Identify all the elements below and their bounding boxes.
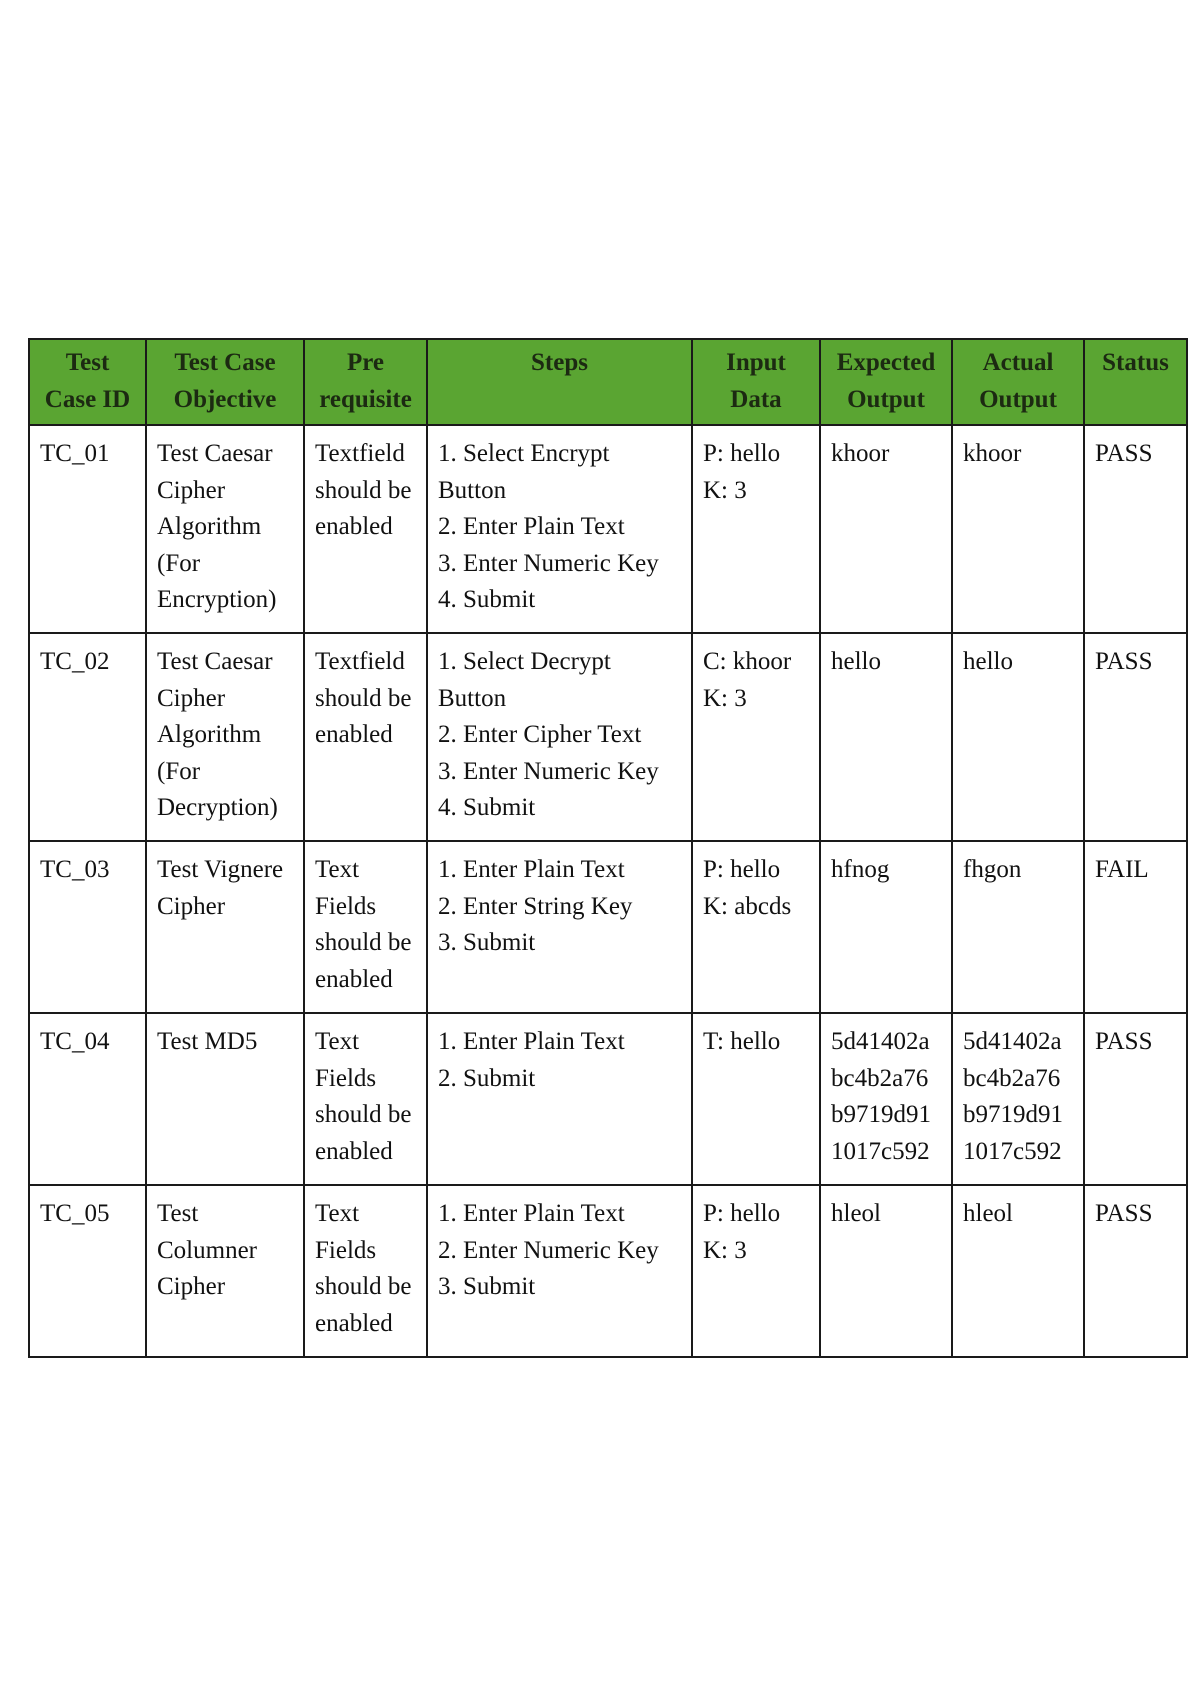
- header-text: Objective: [173, 386, 277, 413]
- header-text: Output: [847, 386, 925, 413]
- header-status: [1084, 339, 1187, 425]
- cell-test-case-id: [29, 425, 146, 633]
- cell-text-line: P: hello: [703, 1200, 781, 1227]
- cell-test-case-id: [29, 633, 146, 841]
- cell-steps: [427, 425, 692, 633]
- header-text: Steps: [531, 349, 588, 376]
- cell-objective: [146, 1185, 304, 1357]
- header-text: Test Case: [174, 349, 276, 376]
- cell-prerequisite: [304, 633, 427, 841]
- cell-text-line: TC_03: [40, 856, 110, 883]
- cell-text-line: Test Caesar: [157, 648, 273, 675]
- cell-status: [1084, 425, 1187, 633]
- cell-text-line: 5d41402a: [963, 1028, 1062, 1055]
- cell-text-line: Cipher: [157, 1273, 226, 1300]
- cell-text-line: Encryption): [157, 586, 277, 613]
- cell-text-line: enabled: [315, 965, 393, 993]
- cell-text-line: Text: [315, 1028, 360, 1055]
- cell-objective: [146, 633, 304, 841]
- cell-text-line: TC_04: [40, 1028, 110, 1055]
- cell-text-line: enabled: [315, 1309, 393, 1337]
- cell-text-line: Algorithm: [157, 721, 262, 748]
- cell-text-line: 1017c592: [831, 1137, 930, 1165]
- cell-prerequisite: [304, 1013, 427, 1185]
- cell-text-line: Cipher: [157, 684, 226, 712]
- cell-prerequisite: [304, 841, 427, 1013]
- cell-steps: [427, 841, 692, 1013]
- cell-actual-output: [952, 425, 1084, 633]
- header-prerequisite: [304, 339, 427, 425]
- cell-objective: [146, 1013, 304, 1185]
- test-case-table: [28, 338, 1188, 1358]
- cell-input-data: [692, 1185, 820, 1357]
- cell-text-line: hfnog: [831, 856, 890, 883]
- cell-expected-output: [820, 425, 952, 633]
- header-expected-output: [820, 339, 952, 425]
- header-text: Expected: [836, 349, 936, 376]
- cell-text-line: P: hello: [703, 440, 781, 467]
- cell-text-line: PASS: [1095, 1028, 1153, 1055]
- header-text: Test: [65, 349, 110, 376]
- cell-steps: [427, 633, 692, 841]
- header-row: [29, 339, 1187, 425]
- table-header: [29, 339, 1187, 425]
- cell-text-line: b9719d91: [963, 1101, 1063, 1128]
- cell-text-line: 5d41402a: [831, 1028, 930, 1055]
- cell-text-line: Test: [157, 1200, 199, 1227]
- header-text: Output: [979, 386, 1057, 413]
- cell-text-line: TC_01: [40, 440, 110, 467]
- cell-text-line: Cipher: [157, 476, 226, 504]
- cell-actual-output: [952, 841, 1084, 1013]
- cell-test-case-id: [29, 841, 146, 1013]
- header-text: Data: [730, 386, 782, 413]
- cell-text-line: Algorithm: [157, 513, 262, 540]
- cell-input-data: [692, 841, 820, 1013]
- cell-text-line: TC_02: [40, 648, 110, 675]
- cell-text-line: 1. Enter Plain Text: [438, 856, 625, 883]
- cell-text-line: should be: [315, 929, 412, 956]
- cell-text-line: hello: [831, 648, 881, 675]
- cell-status: [1084, 633, 1187, 841]
- header-text: Actual: [982, 349, 1054, 376]
- header-test-case-id: [29, 339, 146, 425]
- cell-text-line: bc4b2a76: [831, 1064, 929, 1092]
- cell-text-line: K: 3: [703, 1236, 747, 1264]
- cell-text-line: b9719d91: [831, 1101, 931, 1128]
- cell-text-line: PASS: [1095, 1200, 1153, 1227]
- cell-text-line: Test MD5: [157, 1028, 258, 1055]
- header-text: Status: [1102, 349, 1169, 376]
- cell-expected-output: [820, 1185, 952, 1357]
- cell-text-line: 2. Enter Plain Text: [438, 513, 625, 540]
- header-text: Pre: [346, 349, 384, 376]
- cell-status: [1084, 1185, 1187, 1357]
- cell-text-line: PASS: [1095, 440, 1153, 467]
- table-row: [29, 633, 1187, 841]
- cell-text-line: PASS: [1095, 648, 1153, 675]
- cell-expected-output: [820, 1013, 952, 1185]
- cell-text-line: enabled: [315, 1137, 393, 1165]
- cell-text-line: Text: [315, 1200, 360, 1227]
- cell-text-line: Decryption): [157, 794, 278, 821]
- table-row: [29, 425, 1187, 633]
- cell-text-line: 3. Submit: [438, 1273, 536, 1300]
- cell-status: [1084, 1013, 1187, 1185]
- cell-text-line: K: 3: [703, 476, 747, 504]
- cell-steps: [427, 1185, 692, 1357]
- cell-text-line: khoor: [831, 440, 890, 467]
- cell-text-line: Text: [315, 856, 360, 883]
- cell-text-line: hleol: [831, 1200, 881, 1227]
- cell-text-line: 3. Submit: [438, 929, 536, 956]
- cell-text-line: C: khoor: [703, 648, 792, 675]
- cell-text-line: (For: [157, 549, 201, 577]
- cell-text-line: K: 3: [703, 684, 747, 712]
- cell-text-line: 4. Submit: [438, 586, 536, 613]
- header-text: requisite: [319, 386, 412, 413]
- cell-text-line: Fields: [315, 892, 377, 920]
- cell-text-line: 1017c592: [963, 1137, 1062, 1165]
- cell-text-line: Test Vignere: [157, 856, 284, 883]
- cell-input-data: [692, 633, 820, 841]
- cell-steps: [427, 1013, 692, 1185]
- cell-text-line: 3. Enter Numeric Key: [438, 757, 659, 785]
- cell-test-case-id: [29, 1013, 146, 1185]
- table-row: [29, 1185, 1187, 1357]
- cell-text-line: T: hello: [703, 1028, 781, 1055]
- header-text: Case ID: [44, 386, 131, 413]
- cell-objective: [146, 841, 304, 1013]
- cell-text-line: 2. Enter Cipher Text: [438, 721, 642, 748]
- cell-objective: [146, 425, 304, 633]
- cell-text-line: hello: [963, 648, 1013, 675]
- cell-test-case-id: [29, 1185, 146, 1357]
- cell-expected-output: [820, 633, 952, 841]
- table-body: [29, 425, 1187, 1357]
- header-objective: [146, 339, 304, 425]
- cell-text-line: (For: [157, 757, 201, 785]
- cell-text-line: bc4b2a76: [963, 1064, 1061, 1092]
- cell-text-line: should be: [315, 684, 412, 712]
- cell-text-line: 2. Enter Numeric Key: [438, 1236, 659, 1264]
- cell-text-line: 1. Select Decrypt: [438, 648, 611, 675]
- cell-text-line: Textfield: [315, 440, 405, 467]
- table-row: [29, 841, 1187, 1013]
- cell-text-line: should be: [315, 1273, 412, 1300]
- cell-text-line: khoor: [963, 440, 1022, 467]
- cell-text-line: Fields: [315, 1236, 377, 1264]
- table-row: [29, 1013, 1187, 1185]
- cell-actual-output: [952, 1013, 1084, 1185]
- cell-text-line: enabled: [315, 513, 393, 540]
- cell-text-line: Columner: [157, 1236, 257, 1264]
- cell-text-line: 3. Enter Numeric Key: [438, 549, 659, 577]
- cell-text-line: 1. Enter Plain Text: [438, 1200, 625, 1227]
- cell-text-line: enabled: [315, 721, 393, 748]
- cell-text-line: TC_05: [40, 1200, 110, 1227]
- cell-text-line: 1. Select Encrypt: [438, 440, 610, 467]
- header-steps: [427, 339, 692, 425]
- header-actual-output: [952, 339, 1084, 425]
- cell-text-line: Fields: [315, 1064, 377, 1092]
- cell-text-line: fhgon: [963, 856, 1022, 883]
- cell-text-line: 2. Enter String Key: [438, 892, 633, 920]
- header-input-data: [692, 339, 820, 425]
- cell-text-line: 1. Enter Plain Text: [438, 1028, 625, 1055]
- cell-expected-output: [820, 841, 952, 1013]
- cell-text-line: Test Caesar: [157, 440, 273, 467]
- cell-actual-output: [952, 633, 1084, 841]
- cell-text-line: FAIL: [1095, 856, 1149, 883]
- cell-text-line: should be: [315, 476, 412, 504]
- cell-text-line: should be: [315, 1101, 412, 1128]
- cell-text-line: P: hello: [703, 856, 781, 883]
- cell-text-line: Cipher: [157, 892, 226, 920]
- cell-status: [1084, 841, 1187, 1013]
- cell-text-line: K: abcds: [703, 892, 792, 920]
- cell-input-data: [692, 425, 820, 633]
- cell-prerequisite: [304, 425, 427, 633]
- cell-text-line: 4. Submit: [438, 794, 536, 821]
- cell-prerequisite: [304, 1185, 427, 1357]
- cell-actual-output: [952, 1185, 1084, 1357]
- cell-input-data: [692, 1013, 820, 1185]
- cell-text-line: Button: [438, 684, 507, 712]
- cell-text-line: Button: [438, 476, 507, 504]
- cell-text-line: hleol: [963, 1200, 1013, 1227]
- cell-text-line: Textfield: [315, 648, 405, 675]
- cell-text-line: 2. Submit: [438, 1064, 536, 1092]
- header-text: Input: [726, 349, 786, 376]
